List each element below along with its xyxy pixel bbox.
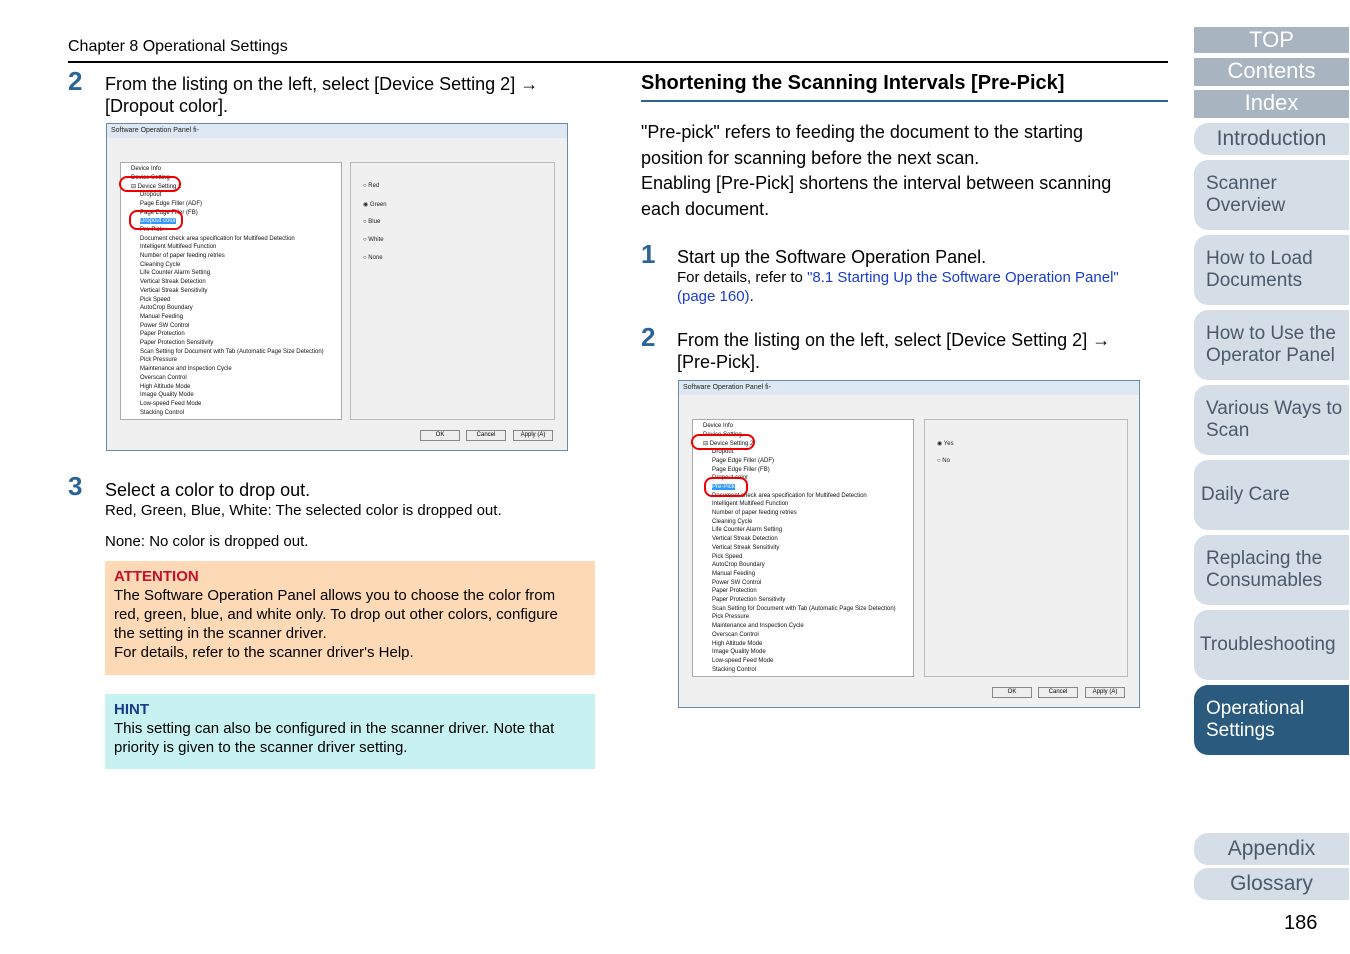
intro-line: Enabling [Pre-Pick] shortens the interval between scanning — [641, 173, 1112, 193]
tree-item[interactable]: Document check area specification for Multifeed Detection — [712, 492, 867, 499]
dialog-title: Software Operation Panel fi- — [107, 124, 567, 138]
tree-item[interactable]: Maintenance and Inspection Cycle — [140, 366, 232, 373]
tree-item[interactable]: Manual Feeding — [140, 313, 184, 320]
intro-line: "Pre-pick" refers to feeding the document to the starting — [641, 122, 1084, 142]
step-line: [Dropout color]. — [105, 96, 229, 116]
radio-option[interactable]: ○ Blue — [363, 219, 381, 225]
intro-paragraph — [641, 120, 1161, 222]
nav-troubleshooting[interactable]: Troubleshooting — [1194, 610, 1349, 680]
step-line: From the listing on the left, select [Device Setting 2] → — [677, 330, 1111, 350]
radio-option[interactable]: ○ White — [363, 237, 384, 243]
reference-link[interactable]: "8.1 Starting Up the Software Operation Panel" — [807, 269, 1119, 286]
nav-label: Various Ways to — [1206, 398, 1343, 419]
attention-line: red, green, blue, and white only. To drop out other colors, configure — [114, 606, 558, 623]
tree-item[interactable]: Paper Protection — [712, 588, 757, 595]
hint-title: HINT — [114, 701, 149, 718]
nav-replacing-consumables[interactable] — [1194, 535, 1349, 605]
nav-label: Operational — [1206, 698, 1305, 719]
nav-label: Overview — [1206, 195, 1286, 216]
step-line: [Pre-Pick]. — [677, 352, 761, 372]
nav-label: Scanner — [1206, 173, 1277, 194]
highlight-device-setting-2 — [119, 176, 181, 192]
tree-item[interactable]: Pre-Pick — [712, 483, 735, 490]
page-link[interactable]: (page 160) — [677, 288, 750, 305]
settings-tree — [120, 162, 342, 420]
tree-item[interactable]: Scan Setting for Document with Tab (Automatic Page Size Detection) — [140, 348, 324, 355]
tree-item[interactable]: Pick Speed — [712, 553, 743, 560]
tree-item[interactable]: Pick Speed — [140, 296, 171, 303]
tree-item[interactable]: Image Quality Mode — [140, 392, 194, 399]
tree-item[interactable]: Power SW Control — [140, 322, 190, 329]
tree-item[interactable]: Paper Protection Sensitivity — [140, 340, 214, 346]
nav-top-button[interactable]: TOP — [1194, 27, 1349, 53]
header-rule — [68, 61, 1168, 63]
dialog-title: Software Operation Panel fi- — [679, 381, 1139, 395]
step-detail: Red, Green, Blue, White: The selected color is dropped out. — [105, 502, 502, 519]
tree-item[interactable]: High Altitude Mode — [712, 640, 763, 647]
nav-scanner-overview[interactable] — [1194, 160, 1349, 230]
step-number: 1 — [641, 239, 656, 269]
tree-item[interactable]: Cleaning Cycle — [712, 518, 753, 525]
attention-title: ATTENTION — [114, 568, 199, 585]
tree-item[interactable]: Page Edge Filler (FB) — [140, 209, 198, 216]
tree-item[interactable]: Overscan Control — [712, 631, 759, 638]
step-line: From the listing on the left, select [Device Setting 2] → — [105, 74, 539, 94]
apply-button[interactable]: Apply (A) — [1085, 687, 1125, 698]
tree-item[interactable]: Vertical Streak Sensitivity — [140, 287, 208, 294]
attention-line: For details, refer to the scanner driver's Help. — [114, 644, 414, 661]
tree-item[interactable]: Document check area specification for Multifeed Detection — [140, 235, 295, 242]
tree-item[interactable]: Device Setting — [703, 431, 742, 438]
tree-item[interactable]: Life Counter Alarm Setting — [712, 527, 783, 534]
tree-item[interactable]: Cleaning Cycle — [140, 261, 181, 268]
cancel-button[interactable]: Cancel — [1038, 687, 1078, 698]
page-number: 186 — [1284, 912, 1318, 934]
tree-item[interactable]: Dropout — [140, 192, 162, 199]
tree-item[interactable]: Scan Setting for Document with Tab (Automatic Page Size Detection) — [712, 605, 896, 612]
attention-box — [105, 561, 595, 675]
tree-item[interactable]: Pick Pressure — [140, 357, 178, 364]
step-number: 2 — [641, 322, 656, 352]
tree-item[interactable]: Life Counter Alarm Setting — [140, 270, 211, 277]
tree-item[interactable]: Number of paper feeding retries — [712, 510, 797, 516]
options-panel — [924, 419, 1128, 677]
highlight-pre-pick — [704, 477, 748, 497]
tree-item[interactable]: Paper Protection Sensitivity — [712, 597, 786, 603]
nav-contents-button[interactable]: Contents — [1194, 58, 1349, 86]
settings-tree — [692, 419, 914, 677]
radio-option[interactable]: ○ No — [937, 458, 950, 464]
cancel-button[interactable]: Cancel — [466, 430, 506, 441]
nav-label: Replacing the — [1206, 548, 1323, 569]
tree-item[interactable]: High Altitude Mode — [140, 383, 191, 390]
tree-item[interactable]: Low-speed Feed Mode — [712, 657, 774, 664]
step-detail — [677, 268, 1157, 306]
hint-box — [105, 694, 595, 769]
dropout-dialog-screenshot — [106, 123, 568, 451]
tree-item[interactable]: Dropout color — [140, 218, 177, 225]
intro-line: position for scanning before the next scan. — [641, 147, 980, 168]
attention-line: the setting in the scanner driver. — [114, 625, 327, 642]
nav-label: Scan — [1206, 420, 1250, 441]
tree-item[interactable]: Paper Protection — [140, 331, 185, 338]
tree-item[interactable]: ⊟ Device Setting 2 — [131, 184, 182, 191]
tree-item[interactable]: AutoCrop Boundary — [712, 562, 765, 569]
nav-how-to-use[interactable] — [1194, 310, 1349, 380]
tree-item[interactable]: Page Edge Filler (FB) — [712, 466, 770, 473]
tree-item[interactable]: Stacking Control — [140, 409, 185, 416]
radio-option[interactable]: ◉ Yes — [937, 441, 954, 447]
hint-line: priority is given to the scanner driver setting. — [114, 739, 408, 756]
detail-text: . — [749, 288, 754, 305]
tree-item[interactable]: Intelligent Multifeed Function — [712, 501, 789, 508]
nav-index-button[interactable]: Index — [1194, 90, 1349, 118]
step-text: Select a color to drop out. — [105, 480, 311, 500]
tree-item[interactable]: Low-speed Feed Mode — [140, 400, 202, 407]
nav-introduction[interactable]: Introduction — [1194, 123, 1349, 155]
section-title: Shortening the Scanning Intervals [Pre-Pick] — [641, 72, 1065, 94]
tree-item[interactable]: Device Setting — [131, 174, 170, 181]
step-number: 2 — [68, 66, 83, 96]
tree-item[interactable]: Device Info — [131, 166, 162, 172]
tree-item[interactable]: Vertical Streak Detection — [712, 536, 778, 543]
nav-label: Settings — [1206, 720, 1275, 741]
highlight-device-setting-2 — [691, 431, 755, 450]
tree-item[interactable]: Dropout — [712, 449, 734, 456]
options-panel — [350, 162, 555, 420]
chapter-header: Chapter 8 Operational Settings — [68, 38, 288, 55]
nav-label: Consumables — [1206, 570, 1323, 591]
section-rule — [641, 100, 1168, 102]
nav-various-ways[interactable] — [1194, 385, 1349, 455]
tree-item[interactable]: Device Info — [703, 423, 734, 429]
nav-label: Operator Panel — [1206, 345, 1335, 366]
nav-label: How to Use the — [1206, 323, 1336, 344]
tree-item[interactable]: Maintenance and Inspection Cycle — [712, 623, 804, 630]
attention-line: The Software Operation Panel allows you to choose the color from — [114, 587, 556, 604]
tree-item[interactable]: AutoCrop Boundary — [140, 305, 193, 312]
tree-item[interactable]: Image Quality Mode — [712, 649, 766, 656]
tree-item[interactable]: Overscan Control — [140, 374, 187, 381]
nav-operational-settings[interactable] — [1194, 685, 1349, 755]
radio-option[interactable]: ○ None — [363, 255, 383, 261]
step-detail: None: No color is dropped out. — [105, 533, 309, 550]
step-number: 3 — [68, 471, 83, 501]
intro-line: each document. — [641, 198, 770, 219]
tree-item[interactable]: Manual Feeding — [712, 570, 756, 577]
tree-item[interactable]: Page Edge Filler (ADF) — [140, 200, 203, 207]
nav-daily-care[interactable]: Daily Care — [1194, 460, 1349, 530]
radio-option[interactable]: ○ Red — [363, 183, 380, 189]
tree-item[interactable]: Pre-Pick — [140, 226, 163, 233]
nav-label: Documents — [1206, 270, 1303, 291]
tree-item[interactable]: Dropout color — [712, 475, 749, 482]
nav-how-to-load[interactable] — [1194, 235, 1349, 305]
tree-item[interactable]: Stacking Control — [712, 666, 757, 673]
nav-appendix[interactable]: Appendix — [1194, 833, 1349, 865]
tree-item[interactable]: ⊟ Device Setting 2 — [703, 441, 754, 448]
step-text — [105, 73, 538, 117]
step-text — [677, 329, 1110, 373]
tree-item[interactable]: Vertical Streak Sensitivity — [712, 544, 780, 551]
tree-item[interactable]: Power SW Control — [712, 579, 762, 586]
ok-button[interactable]: OK — [420, 430, 460, 441]
detail-text: For details, refer to — [677, 269, 808, 286]
ok-button[interactable]: OK — [992, 687, 1032, 698]
tree-item[interactable]: Number of paper feeding retries — [140, 253, 225, 259]
step-text: Start up the Software Operation Panel. — [677, 247, 987, 267]
hint-line: This setting can also be configured in the scanner driver. Note that — [114, 720, 555, 737]
radio-option[interactable]: ◉ Green — [363, 202, 387, 208]
tree-item[interactable]: Intelligent Multifeed Function — [140, 244, 217, 251]
prepick-dialog-screenshot — [678, 380, 1140, 708]
nav-glossary[interactable]: Glossary — [1194, 868, 1349, 900]
nav-label: How to Load — [1206, 248, 1313, 269]
tree-item[interactable]: Pick Pressure — [712, 614, 750, 621]
apply-button[interactable]: Apply (A) — [513, 430, 553, 441]
tree-item[interactable]: Vertical Streak Detection — [140, 279, 206, 286]
tree-item[interactable]: Page Edge Filler (ADF) — [712, 457, 775, 464]
highlight-dropout-color — [129, 210, 183, 230]
